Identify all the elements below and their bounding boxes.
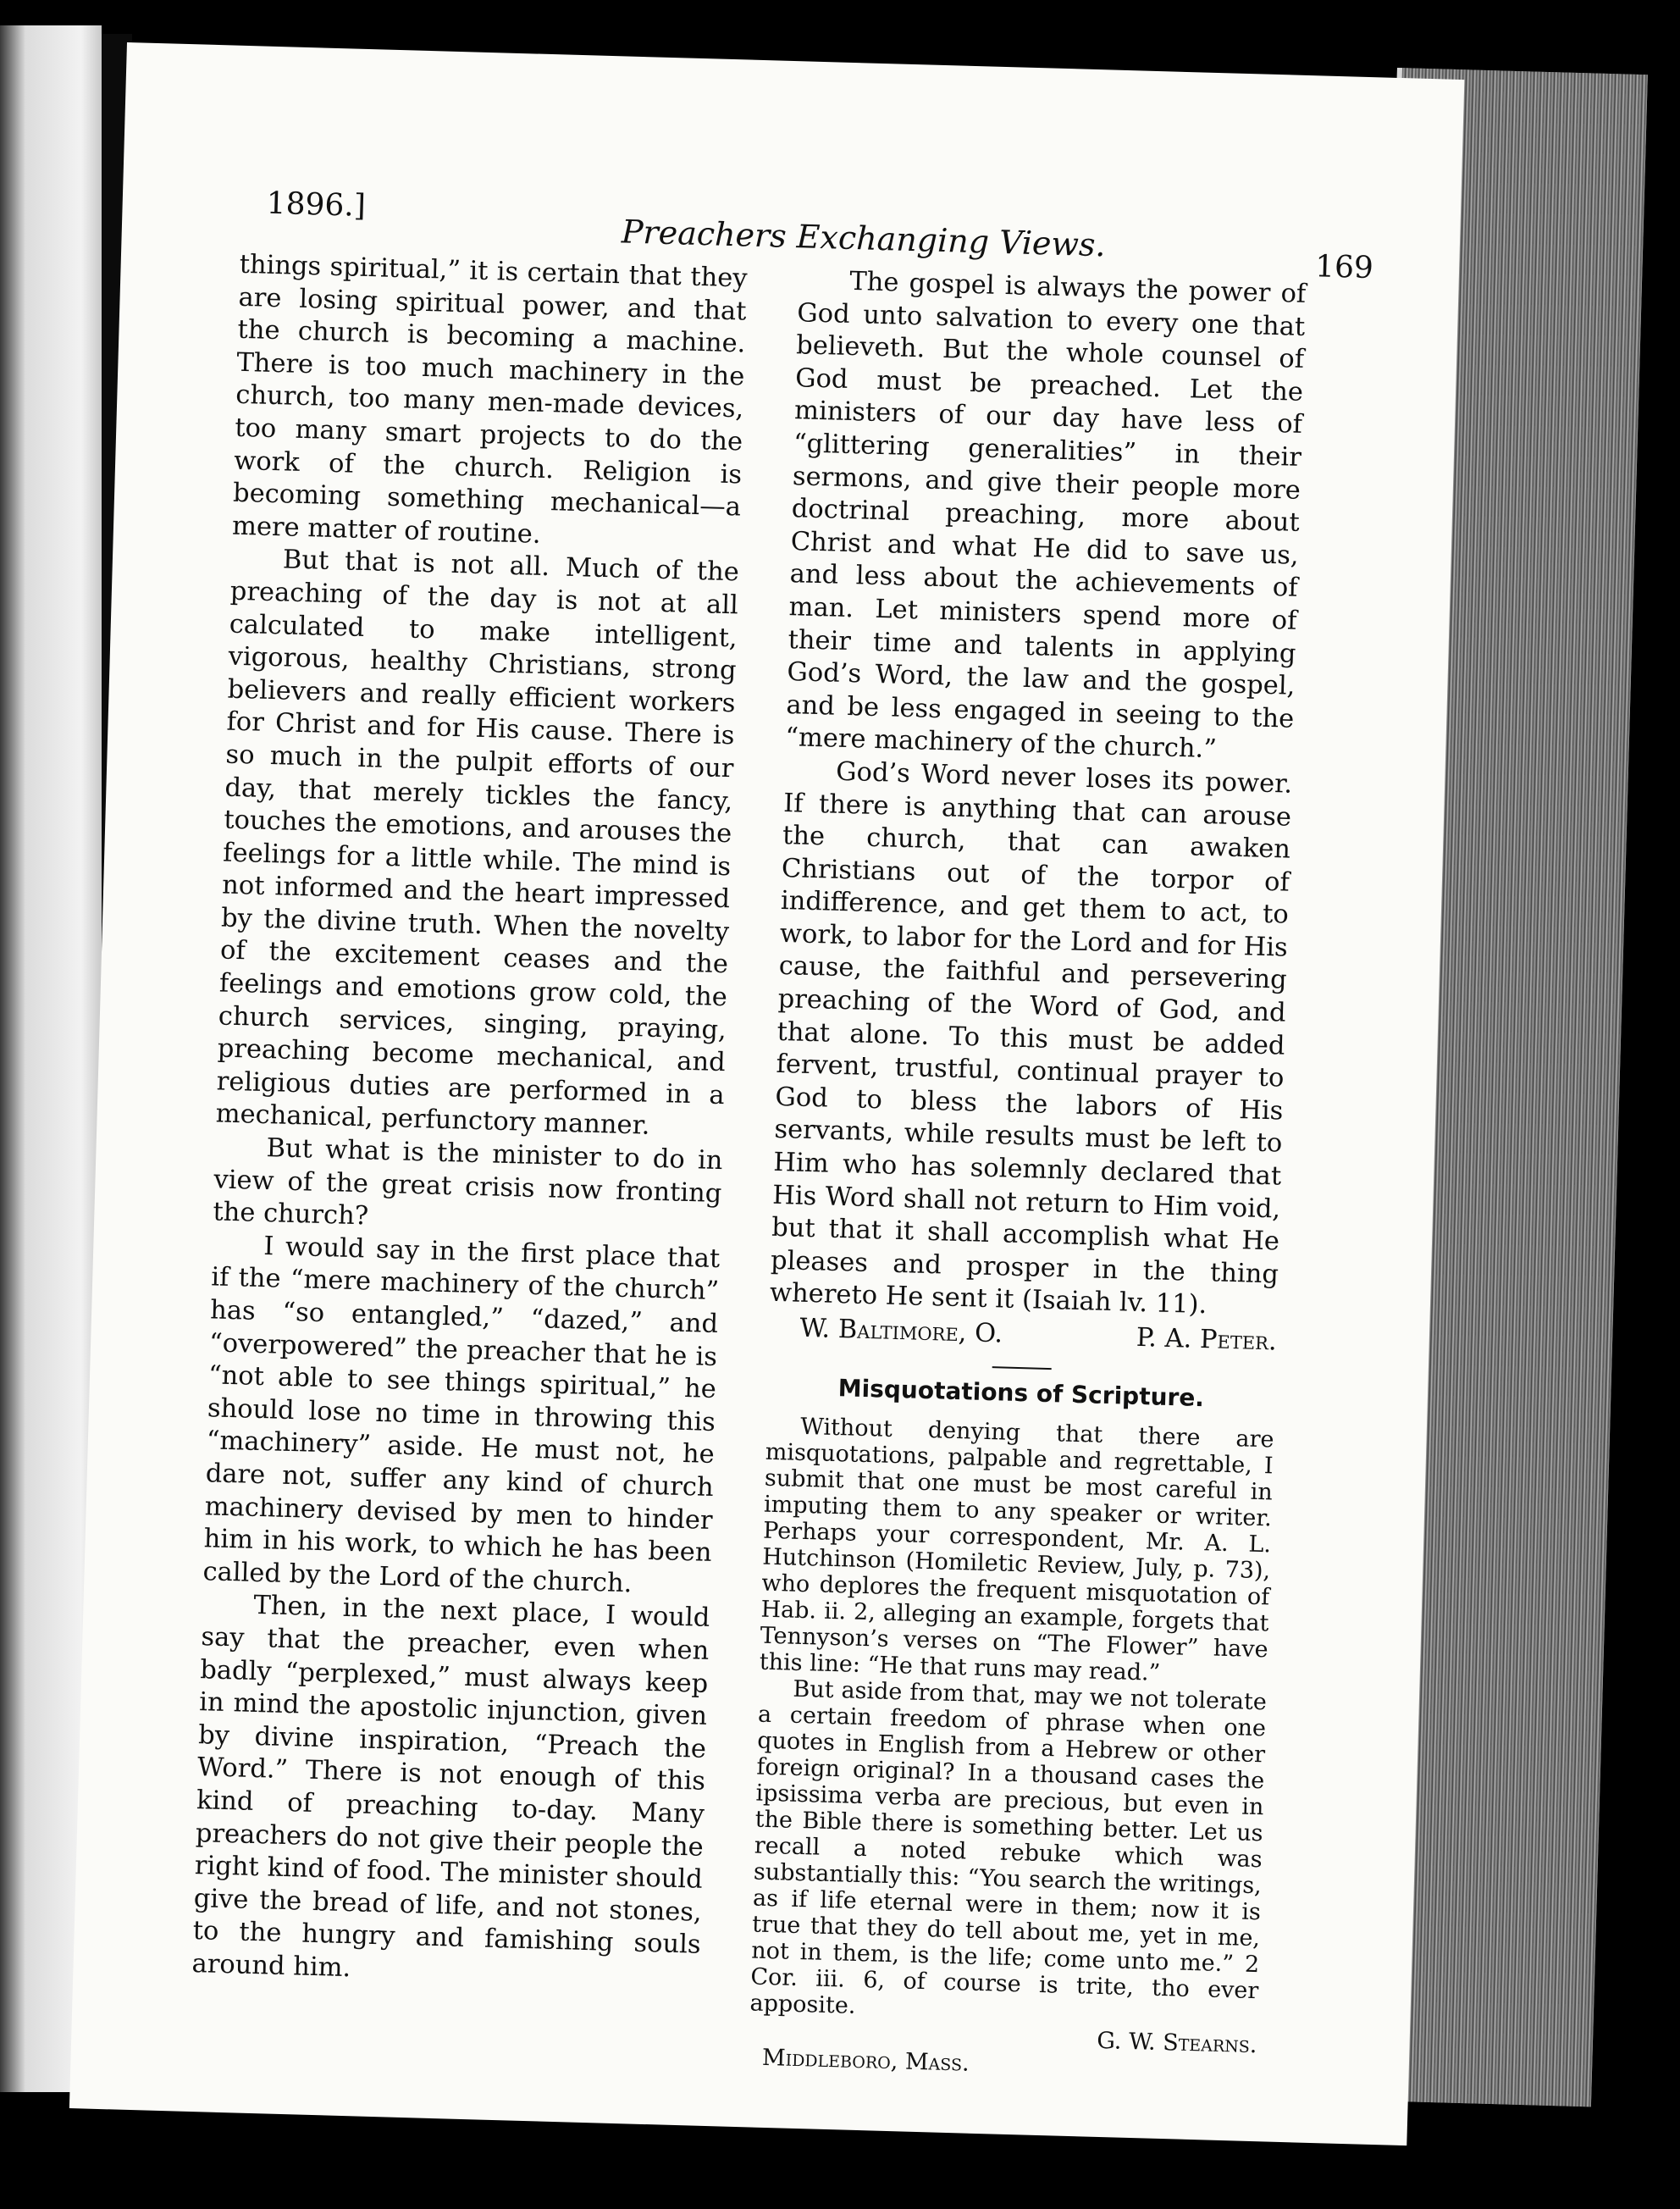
paragraph: I would say in the first place that if the “mere machinery of the church” has “so entangled,” “dazed,” and “overpowered” the preacher that he is “not able to see things spiritual,” he should lose no time in throwing this “machinery” aside. He must not, he dare not, suffer any kind of church machinery devised by men to hinder him in his work, to which he has been called by the Lord of the church. — [202, 1231, 721, 1599]
paragraph: But what is the minister to do in view of the great crisis now fronting the church? — [212, 1133, 723, 1232]
paragraph: The gospel is always the power of God unto salvation to every one that believeth. But the whole counsel of God must be preached. Let the ministers of our day have less of “glittering generalities” in their sermons, and give their people more doctrinal preaching, more about Christ and what He did to save us, and less about the achievements of man. Let ministers spend more of their time and talents in applying God’s Word, the law and the gospel, and be less engaged in seeing to the “mere machinery of the church.” — [784, 266, 1307, 765]
paragraph: God’s Word never loses its power. If there is anything that can arouse the church, that can awaken Christians out of the torpor of indifference, and get them to act, to work, to labor for the Lord and for His cause, the faithful and persevering preaching of the Word of God, and that alone. To this must be added fervent, trustful, continual prayer to God to bless the labors of His servants, while results must be left to Him who has solemnly declared that His Word shall not return to Him void, but that it shall accomplish what He pleases and prosper in the thing whereto He sent it (Isaiah lv. 11). — [769, 756, 1293, 1320]
paragraph: Without denying that there are misquotations, palpable and regrettable, I submit that one must be most careful in imputing them to any speaker or writer. Perhaps your correspondent, Mr. A. L. Hutchinson (Homiletic Review, July, p. 73), who deplores the frequent misquotation of Hab. ii. 2, alleging an example, forgets that Tennyson’s verses on “The Flower” have this line: “He that runs may read.” — [759, 1414, 1274, 1687]
page-number: 169 — [1314, 249, 1374, 286]
paragraph: things spiritual,” it is certain that they are losing spiritual power, and that the church is becoming a machine. There is too much machinery in the church, too many men-made devices, too many smart projects to do the work of the church. Religion is becoming something mechanical—a mere matter of routine. — [231, 249, 748, 550]
book-page — [69, 42, 1465, 2145]
paragraph: Then, in the next place, I would say that the preacher, even when badly “perplexed,” must always keep in mind the apostolic injunction, given by divine inspiration, “Preach the Word.” There is not enough of this kind of preaching to-day. Many preachers do not give their people the right kind of food. The minister should give the bread of life, and not stones, to the hungry and famishing souls around him. — [191, 1591, 710, 1984]
misquotations-section — [748, 1413, 1274, 2084]
right-column — [748, 264, 1306, 2084]
signature-place: Middleboro, Mass. — [761, 2045, 970, 2077]
header-title: Preachers Exchanging Views. — [621, 213, 1107, 264]
left-column — [191, 249, 748, 1995]
signature-author: G. W. Stearns. — [1096, 2028, 1257, 2059]
paragraph: But aside from that, may we not tolerate a certain freedom of phrase when one quotes in English from a Hebrew or other foreign original? In a thousand cases the ipsissima verba are precious, but even in the Bible there is something better. Let us recall a noted rebuke which was substantially this: “You search the writings, as if life eternal were in them; now it is true that they do tell about me, yet in me, not in them, is the life; come unto me.” 2 Cor. iii. 6, of course is trite, tho ever apposite. — [749, 1675, 1268, 2020]
section-divider — [992, 1366, 1052, 1370]
section-heading: Misquotations of Scripture. — [837, 1373, 1205, 1412]
signature-place: W. Baltimore, O. — [799, 1313, 1003, 1349]
header-year: 1896.] — [266, 185, 367, 224]
signature-author: P. A. Peter. — [1136, 1322, 1278, 1357]
paragraph: But that is not all. Much of the preaching of the day is not at all calculated to make intelligent, vigorous, healthy Christians, strong believers and really efficient workers for Christ and for His cause. There is so much in the pulpit efforts of our day, that merely tickles the fancy, touches the emotions, and arouses the feelings for a little while. The mind is not informed and the heart impressed by the divine truth. When the novelty of the excitement ceases and the feelings and emotions grow cold, the church services, singing, praying, preaching become mechanical, and religious duties are performed in a mechanical, perfunctory manner. — [215, 545, 740, 1142]
